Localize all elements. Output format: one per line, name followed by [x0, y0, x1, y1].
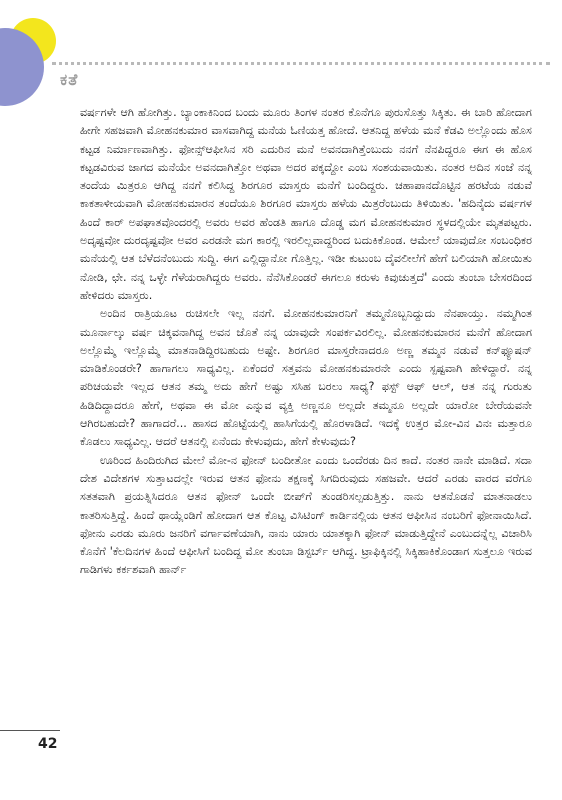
page-number: 42	[38, 736, 58, 752]
article-body	[80, 104, 532, 580]
section-title: ಕತೆ	[60, 70, 79, 89]
page-number-rule	[0, 730, 60, 731]
paragraph-2: ಅಂದಿನ ರಾತ್ರಿಯೂಟ ರುಚಿಸಲೇ ಇಲ್ಲ ನನಗೆ. ಮೋಹನಕುಮಾರನಿಗೆ ತಮ್ಮನೊಬ್ಬನಿದ್ದುದು ನೆನಪಾಯ್ತು. ನಮ್ಮಗಿಂತ ಮೂರ್ನಾಲ್ಕು ವರ್ಷ ಚಿಕ್ಕವನಾಗಿದ್ದ ಅವನ ಜೊತೆ ನನ್ನ ಯಾವುದೇ ಸಂಪರ್ಕವಿರಲಿಲ್ಲ. ಮೋಹನಕುಮಾರನ ಮನೆಗೆ ಹೋದಾಗ ಅಲ್ಲೊಮ್ಮೆ ಇಲ್ಲೊಮ್ಮೆ ಮಾತನಾಡಿದ್ದಿರಬಹುದು ಅಷ್ಟೇ. ಶಿರಗೂರ ಮಾಸ್ತರೇನಾದರೂ ಅಣ್ಣ ತಮ್ಮನ ನಡುವೆ ಕನ್‌ಫ್ಯೂಷನ್ ಮಾಡಿಕೊಂಡರೇ? ಹಾಗಾಗಲು ಸಾಧ್ಯವಿಲ್ಲ. ಏಕೆಂದರೆ ಸತ್ತವನು ಮೋಹನಕುಮಾರನೇ ಎಂದು ಸ್ಪಷ್ಟವಾಗಿ ಹೇಳಿದ್ದಾರೆ. ನನ್ನ ಪರಿಚಯವೇ ಇಲ್ಲದ ಆತನ ತಮ್ಮ ಅದು ಹೇಗೆ ಅಷ್ಟು ಸಸಿಹ ಬರಲು ಸಾಧ್ಯ? ಫಸ್ಟ್ ಆಫ್ ಆಲ್, ಆತ ನನ್ನ ಗುರುತು ಹಿಡಿದಿದ್ದಾದರೂ ಹೇಗೆ, ಅಥವಾ ಈ ಮೋ ಎನ್ನುವ ವ್ಯಕ್ತಿ ಅಣ್ಣನೂ ಅಲ್ಲದೇ ತಮ್ಮನೂ ಅಲ್ಲದೇ ಯಾರೋ ಬೇರೆಯವನೇ ಆಗಿರಬಹುದೇ? ಹಾಗಾದರೆ... ಹಾಸದ ಹೊಟ್ಟೆಯಲ್ಲಿ ಹಾಸಿಗೆಯಲ್ಲಿ ಹೊರಳಾಡಿದೆ. ಇದಕ್ಕೆ ಉತ್ತರ ಮೋ-ವಿನ ವಿನಃ ಮತ್ತಾರೂ ಕೊಡಲು ಸಾಧ್ಯವಿಲ್ಲ. ಆದರೆ ಆತನಲ್ಲಿ ಏನೆಂದು ಕೇಳುವುದು, ಹೇಗೆ ಕೇಳುವುದು?	[80, 307, 532, 449]
dotted-header-rule	[52, 62, 550, 65]
paragraph-1: ವರ್ಷಗಳೇ ಆಗಿ ಹೋಗಿತ್ತು. ಬ್ಯಾಂಕಾಕಿನಿಂದ ಬಂದು ಮೂರು ತಿಂಗಳ ನಂತರ ಕೊನೆಗೂ ಪುರುಸೊತ್ತು ಸಿಕ್ಕಿತು. ಈ ಬಾರಿ ಹೋದಾಗ ಹೀಗೇ ಸಹಜವಾಗಿ ಮೋಹನಕುಮಾರ ವಾಸವಾಗಿದ್ದ ಮನೆಯ ಓಣಿಯತ್ತ ಹೋದೆ. ಆತನಿದ್ದ ಹಳೆಯ ಮನೆ ಕೆಡವಿ ಅಲ್ಲೊಂದು ಹೊಸ ಕಟ್ಟಡ ನಿರ್ಮಾಣವಾಗಿತ್ತು. ಫೋನ್ಸ್‌ಆಫೀಸಿನ ಸರಿ ಎದುರಿನ ಮನೆ ಅವನದಾಗಿತ್ತೆಂಬುದು ನನಗೆ ನೆನಪಿದ್ದರೂ ಈಗ ಈ ಹೊಸ ಕಟ್ಟಡವಿರುವ ಜಾಗದ ಮನೆಯೇ ಅವನದಾಗಿತ್ತೋ ಅಥವಾ ಅದರ ಪಕ್ಕದ್ದೋ ಎಂಬ ಸಂಶಯವಾಯಿತು. ನಂತರ ಅದಿನ ಸಂಜೆ ನನ್ನ ತಂದೆಯ ಮಿತ್ರರೂ ಆಗಿದ್ದ ನನಗೆ ಕಲಿಸಿದ್ದ ಶಿರಗೂರ ಮಾಸ್ತರು ಮನೆಗೆ ಬಂದಿದ್ದರು. ಚಹಾಪಾನದೊಟ್ಟಿನ ಹರಟೆಯ ನಡುವೆ ಕಾಕತಾಳೀಯವಾಗಿ ಮೋಹನಕುಮಾರನ ತಂದೆಯೂ ಶಿರಗೂರ ಮಾಸ್ತರು ಹಳೆಯ ಮಿತ್ರರೆಂಬುದು ತಿಳಿಯಿತು. 'ಹದಿನೈದು ವರ್ಷಗಳ ಹಿಂದೆ ಕಾರ್ ಅಪಘಾತವೊಂದರಲ್ಲಿ ಅವರು ಅವರ ಹೆಂಡತಿ ಹಾಗೂ ದೊಡ್ಡ ಮಗ ಮೋಹನಕುಮಾರ ಸ್ಥಳದಲ್ಲಿಯೇ ಮೃತಪಟ್ಟರು. ಅದೃಷ್ಟವೋ ದುರದೃಷ್ಟವೋ ಅವರ ಎರಡನೇ ಮಗ ಕಾರಲ್ಲಿ ಇರಲಿಲ್ಲವಾದ್ದರಿಂದ ಬದುಕಿಕೊಂಡ. ಆಮೇಲೆ ಯಾವುದೋ ಸಂಬಂಧಿಕರ ಮನೆಯಲ್ಲಿ ಆತ ಬೆಳೆದನೆಂಬುದು ಸುದ್ದಿ. ಈಗ ಎಲ್ಲಿದ್ದಾನೋ ಗೊತ್ತಿಲ್ಲ. ಇಡೀ ಕುಟುಂಬ ದೈವಲೀಲೆಗೆ ಹೇಗೆ ಬಲಿಯಾಗಿ ಹೋಯಿತು ನೋಡಿ, ಛೇ. ನನ್ನ ಒಳ್ಳೇ ಗೆಳೆಯರಾಗಿದ್ದರು ಅವರು. ನೆನೆಸಿಕೊಂಡರೆ ಈಗಲೂ ಕರುಳು ಕಿವುಚುತ್ತದೆ' ಎಂದು ತುಂಬಾ ಬೇಸರದಿಂದ ಹೇಳಿದರು ಮಾಸ್ತರು.	[80, 106, 532, 302]
paragraph-3: ಊರಿಂದ ಹಿಂದಿರುಗಿದ ಮೇಲೆ ಮೋ-ನ ಫೋನ್ ಬಂದೀತೋ ಎಂದು ಒಂದೆರಡು ದಿನ ಕಾದೆ. ನಂತರ ನಾನೇ ಮಾಡಿದೆ. ಸದಾ ದೇಶ ವಿದೇಶಗಳ ಸುತ್ತಾಟದಲ್ಲೇ ಇರುವ ಆತನ ಫೋನು ತಕ್ಷಣಕ್ಕೆ ಸಿಗದಿರುವುದು ಸಹಜವೇ. ಆದರೆ ಎರಡು ವಾರದ ವರೆಗೂ ಸತತವಾಗಿ ಪ್ರಯತ್ನಿಸಿದರೂ ಆತನ ಫೋನ್ ಒಂದೇ ಬೀಪ್‌ಗೆ ತುಂಡರಿಸಲ್ಪಡುತ್ತಿತ್ತು. ನಾನು ಆತನೊಡನೆ ಮಾತನಾಡಲು ಕಾತರಿಸುತ್ತಿದ್ದೆ. ಹಿಂದೆ ಥಾಯ್ಲೆಂಡಿಗೆ ಹೋದಾಗ ಆತ ಕೊಟ್ಟ ವಿಸಿಟಿಂಗ್ ಕಾರ್ಡಿನಲ್ಲಿಯ ಆತನ ಆಫೀಸಿನ ನಂಬರಿಗೆ ಫೋನಾಯಿಸಿದೆ. ಫೋನು ಎರಡು ಮೂರು ಜನರಿಗೆ ವರ್ಗಾವಣೆಯಾಗಿ, ನಾನು ಯಾರು ಯಾತಕ್ಕಾಗಿ ಫೋನ್ ಮಾಡುತ್ತಿದ್ದೇನೆ ಎಂಬುದನ್ನೆಲ್ಲ ವಿಚಾರಿಸಿ ಕೊನೆಗೆ 'ಕೆಲದಿನಗಳ ಹಿಂದೆ ಆಫೀಸಿಗೆ ಬಂದಿದ್ದ ಮೋ ತುಂಬಾ ಡಿಸ್ಟರ್ಬ್ ಆಗಿದ್ದ. ಟ್ರಾಫಿಕ್ಕಿನಲ್ಲಿ ಸಿಕ್ಕಿಹಾಕಿಕೊಂಡಾಗ ಸುತ್ತಲೂ ಇರುವ ಗಾಡಿಗಳು ಕರ್ಕಶವಾಗಿ ಹಾರ್ನ್	[80, 453, 532, 577]
